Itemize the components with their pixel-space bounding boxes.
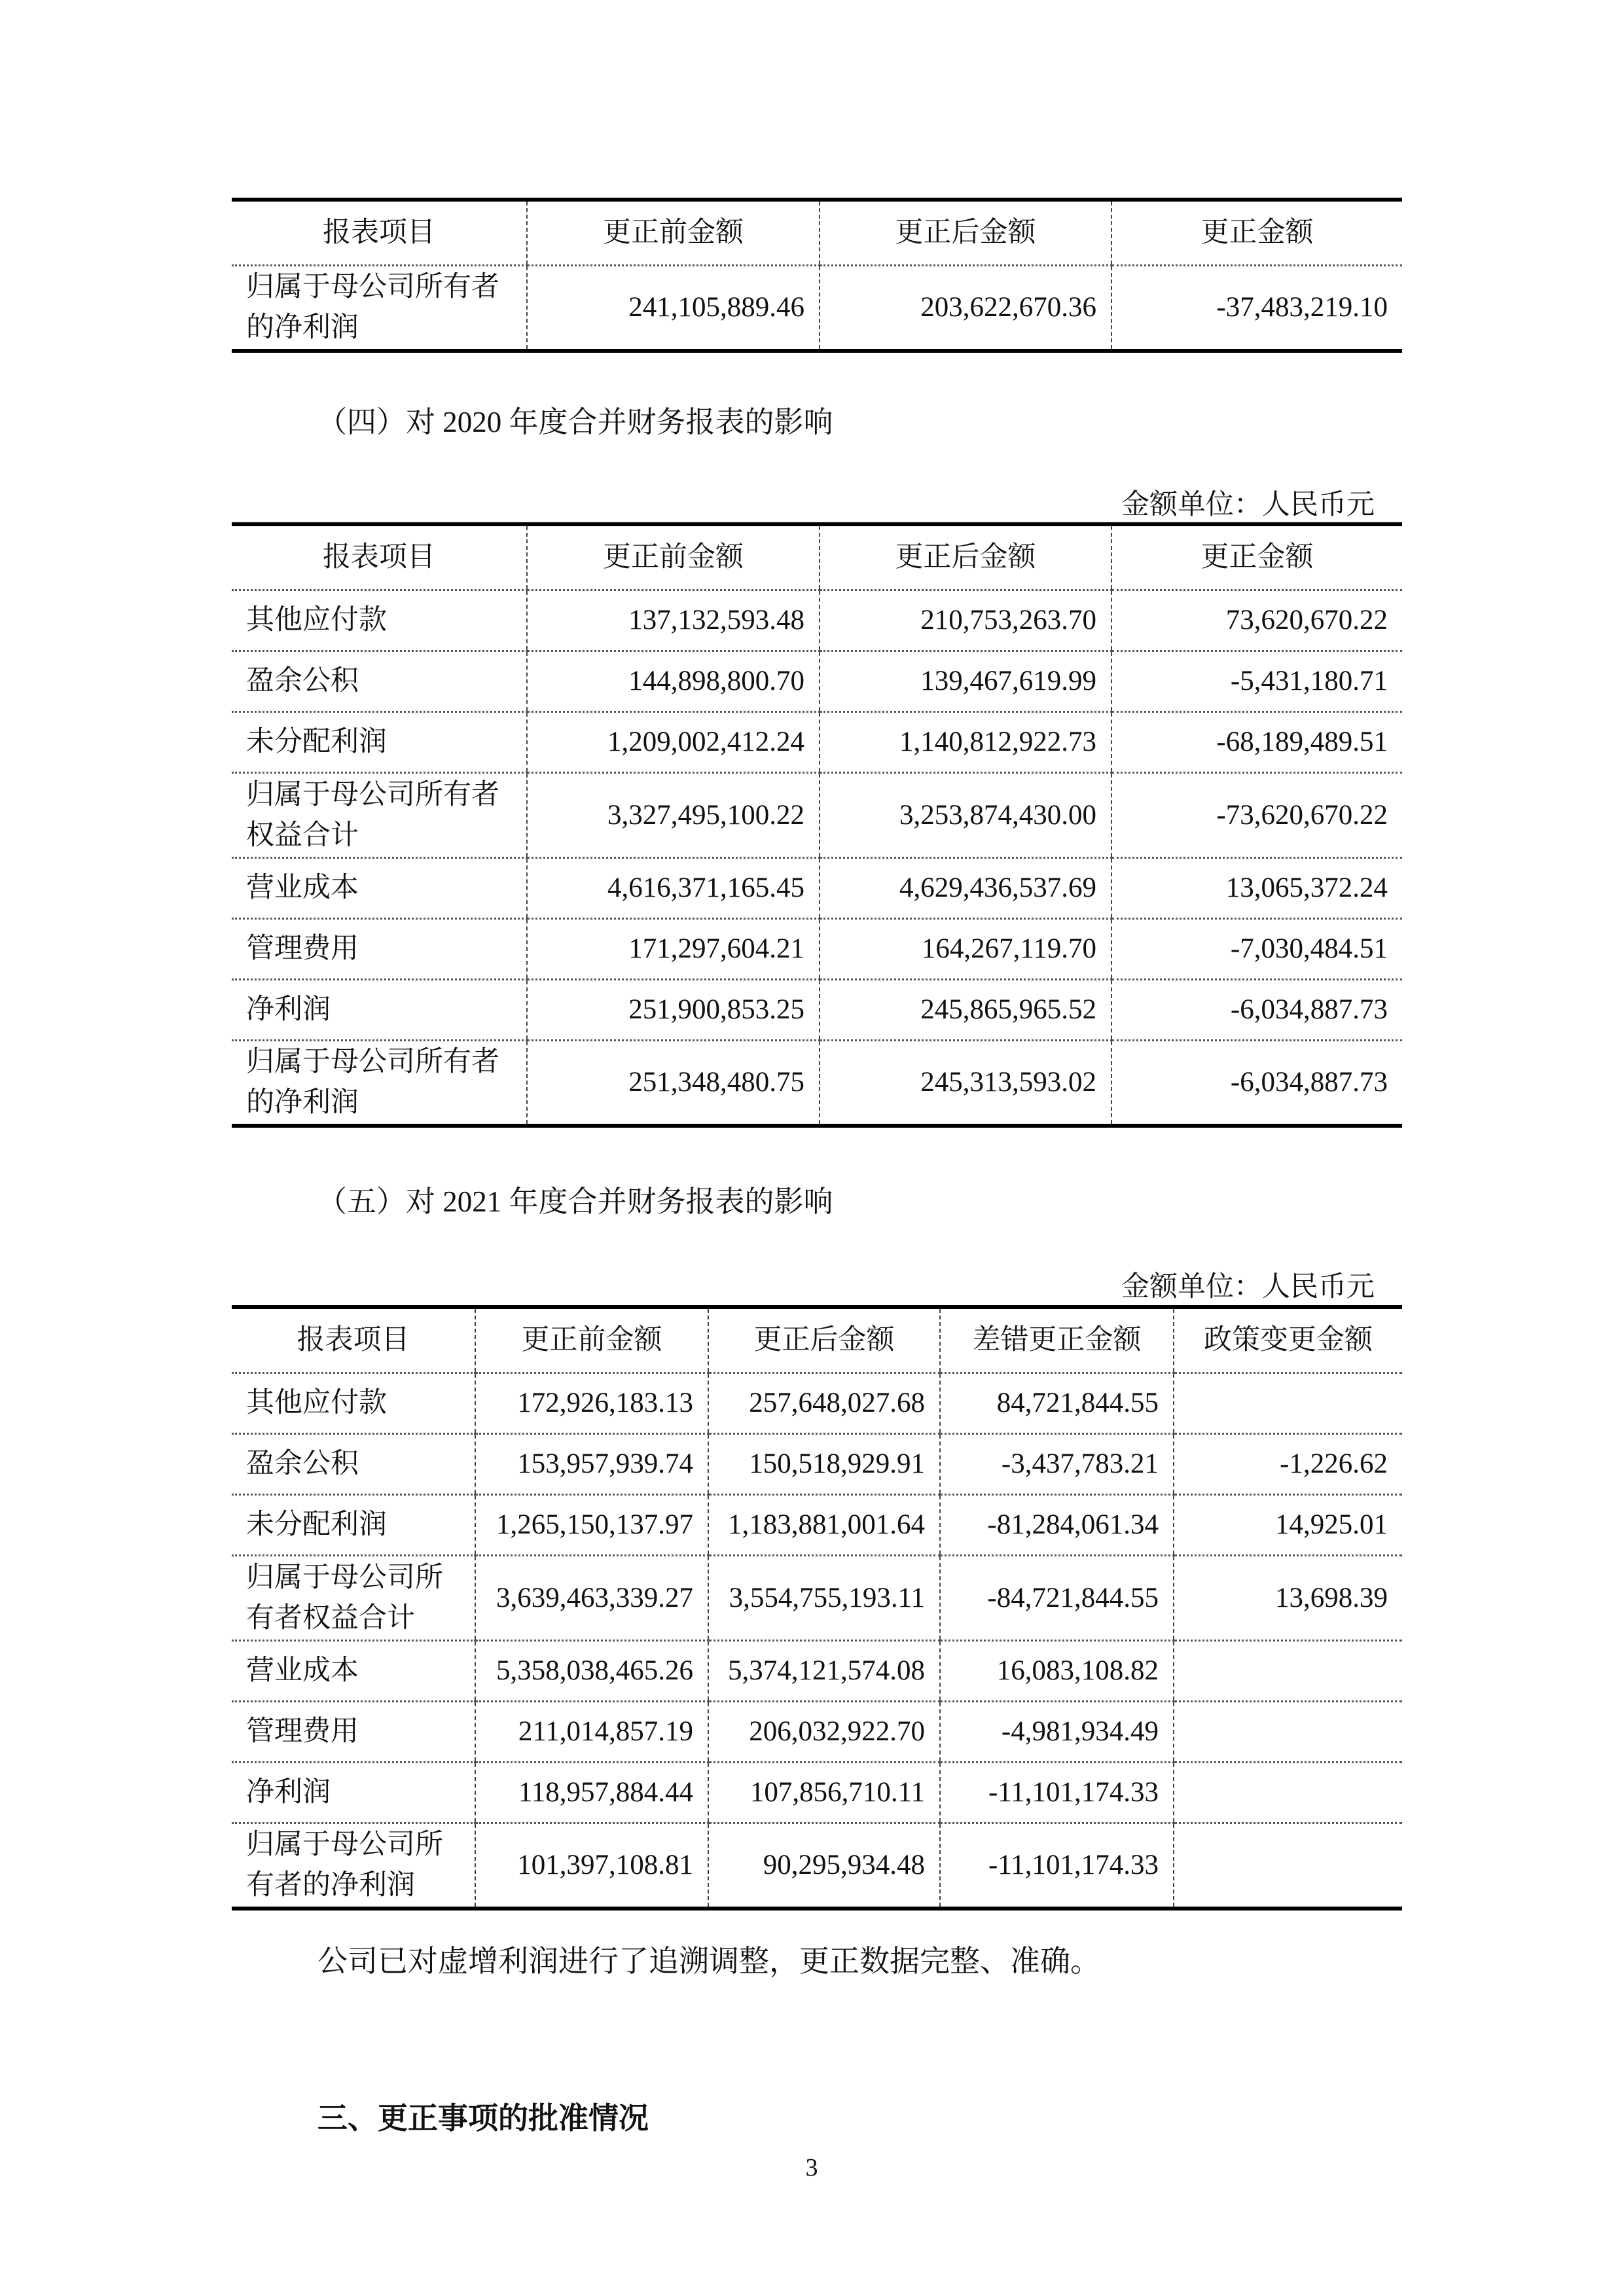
row-item: 管理费用 (232, 1702, 475, 1763)
table-row (232, 651, 1402, 712)
row-item: 净利润 (232, 1763, 475, 1823)
row-correction: -6,034,887.73 (1111, 980, 1402, 1041)
row-before: 241,105,889.46 (527, 266, 820, 351)
row-before: 1,265,150,137.97 (475, 1495, 708, 1556)
row-before: 211,014,857.19 (475, 1702, 708, 1763)
row-item: 归属于母公司所有者权益合计 (232, 1556, 475, 1641)
table-row (232, 1434, 1402, 1495)
page-number: 3 (805, 2154, 818, 2181)
header-item: 报表项目 (232, 524, 527, 590)
row-after: 164,267,119.70 (820, 919, 1111, 980)
row-item: 营业成本 (232, 1641, 475, 1702)
row-item: 管理费用 (232, 919, 527, 980)
row-policy-change (1174, 1823, 1402, 1909)
row-after: 107,856,710.11 (708, 1763, 940, 1823)
row-before: 251,900,853.25 (527, 980, 820, 1041)
table-net-profit-continued (232, 198, 1402, 353)
header-before: 更正前金额 (527, 524, 820, 590)
row-item: 其他应付款 (232, 590, 527, 651)
header-after: 更正后金额 (820, 200, 1111, 266)
row-policy-change (1174, 1763, 1402, 1823)
row-after: 206,032,922.70 (708, 1702, 940, 1763)
row-policy-change: 14,925.01 (1174, 1495, 1402, 1556)
row-error-correction: 16,083,108.82 (940, 1641, 1174, 1702)
row-policy-change: -1,226.62 (1174, 1434, 1402, 1495)
row-before: 137,132,593.48 (527, 590, 820, 651)
row-policy-change (1174, 1702, 1402, 1763)
row-after: 4,629,436,537.69 (820, 858, 1111, 919)
unit-label-2020: 金额单位：人民币元 (1121, 490, 1375, 520)
row-error-correction: -84,721,844.55 (940, 1556, 1174, 1641)
row-after: 1,183,881,001.64 (708, 1495, 940, 1556)
row-policy-change: 13,698.39 (1174, 1556, 1402, 1641)
row-after: 210,753,263.70 (820, 590, 1111, 651)
header-item: 报表项目 (232, 1307, 475, 1373)
row-after: 90,295,934.48 (708, 1823, 940, 1909)
section-heading-2021: （五）对 2021 年度合并财务报表的影响 (317, 1185, 833, 1218)
table-row (232, 1373, 1402, 1434)
row-item: 归属于母公司所有者权益合计 (232, 773, 527, 858)
row-item: 未分配利润 (232, 1495, 475, 1556)
table-row (232, 1823, 1402, 1909)
table-header-row (232, 524, 1402, 590)
table-header-row (232, 200, 1402, 266)
row-after: 245,313,593.02 (820, 1041, 1111, 1126)
row-item: 其他应付款 (232, 1373, 475, 1434)
header-correction: 更正金额 (1111, 200, 1402, 266)
row-item: 盈余公积 (232, 1434, 475, 1495)
row-error-correction: -3,437,783.21 (940, 1434, 1174, 1495)
table-row (232, 1641, 1402, 1702)
row-after: 150,518,929.91 (708, 1434, 940, 1495)
row-error-correction: -11,101,174.33 (940, 1763, 1174, 1823)
table-row (232, 858, 1402, 919)
header-before: 更正前金额 (475, 1307, 708, 1373)
table-row (232, 590, 1402, 651)
table-header-row (232, 1307, 1402, 1373)
table-row (232, 980, 1402, 1041)
row-correction: -6,034,887.73 (1111, 1041, 1402, 1126)
row-policy-change (1174, 1641, 1402, 1702)
header-correction: 更正金额 (1111, 524, 1402, 590)
table-row (232, 1702, 1402, 1763)
row-item: 营业成本 (232, 858, 527, 919)
table-row (232, 773, 1402, 858)
row-after: 257,648,027.68 (708, 1373, 940, 1434)
row-error-correction: -81,284,061.34 (940, 1495, 1174, 1556)
row-before: 144,898,800.70 (527, 651, 820, 712)
row-before: 118,957,884.44 (475, 1763, 708, 1823)
row-error-correction: -4,981,934.49 (940, 1702, 1174, 1763)
row-before: 3,639,463,339.27 (475, 1556, 708, 1641)
row-before: 1,209,002,412.24 (527, 712, 820, 773)
row-before: 153,957,939.74 (475, 1434, 708, 1495)
table-row (232, 266, 1402, 351)
row-error-correction: -11,101,174.33 (940, 1823, 1174, 1909)
row-after: 1,140,812,922.73 (820, 712, 1111, 773)
row-correction: -73,620,670.22 (1111, 773, 1402, 858)
row-item: 归属于母公司所有者的净利润 (232, 266, 527, 351)
row-item: 盈余公积 (232, 651, 527, 712)
row-before: 171,297,604.21 (527, 919, 820, 980)
row-correction: -68,189,489.51 (1111, 712, 1402, 773)
row-policy-change (1174, 1373, 1402, 1434)
row-item: 归属于母公司所有者的净利润 (232, 1823, 475, 1909)
row-before: 4,616,371,165.45 (527, 858, 820, 919)
section-3-heading: 三、更正事项的批准情况 (317, 2102, 649, 2135)
row-correction: -37,483,219.10 (1111, 266, 1402, 351)
row-after: 5,374,121,574.08 (708, 1641, 940, 1702)
adjustment-note: 公司已对虚增利润进行了追溯调整，更正数据完整、准确。 (317, 1945, 1100, 1978)
row-after: 3,253,874,430.00 (820, 773, 1111, 858)
row-before: 5,358,038,465.26 (475, 1641, 708, 1702)
table-row (232, 1556, 1402, 1641)
header-error-correction: 差错更正金额 (940, 1307, 1174, 1373)
row-correction: 73,620,670.22 (1111, 590, 1402, 651)
row-after: 203,622,670.36 (820, 266, 1111, 351)
row-correction: -5,431,180.71 (1111, 651, 1402, 712)
row-item: 未分配利润 (232, 712, 527, 773)
row-before: 101,397,108.81 (475, 1823, 708, 1909)
row-error-correction: 84,721,844.55 (940, 1373, 1174, 1434)
table-2020-impact (232, 522, 1402, 1128)
table-row (232, 712, 1402, 773)
row-before: 3,327,495,100.22 (527, 773, 820, 858)
unit-label-2021: 金额单位：人民币元 (1121, 1272, 1375, 1302)
table-row (232, 919, 1402, 980)
table-row (232, 1763, 1402, 1823)
row-correction: -7,030,484.51 (1111, 919, 1402, 980)
table-2021-impact (232, 1305, 1402, 1910)
row-before: 251,348,480.75 (527, 1041, 820, 1126)
row-correction: 13,065,372.24 (1111, 858, 1402, 919)
table-row (232, 1041, 1402, 1126)
header-after: 更正后金额 (820, 524, 1111, 590)
header-after: 更正后金额 (708, 1307, 940, 1373)
header-before: 更正前金额 (527, 200, 820, 266)
row-item: 归属于母公司所有者的净利润 (232, 1041, 527, 1126)
row-after: 245,865,965.52 (820, 980, 1111, 1041)
section-heading-2020: （四）对 2020 年度合并财务报表的影响 (317, 406, 833, 439)
header-policy-change: 政策变更金额 (1174, 1307, 1402, 1373)
table-row (232, 1495, 1402, 1556)
header-item: 报表项目 (232, 200, 527, 266)
row-after: 139,467,619.99 (820, 651, 1111, 712)
row-after: 3,554,755,193.11 (708, 1556, 940, 1641)
row-item: 净利润 (232, 980, 527, 1041)
row-before: 172,926,183.13 (475, 1373, 708, 1434)
